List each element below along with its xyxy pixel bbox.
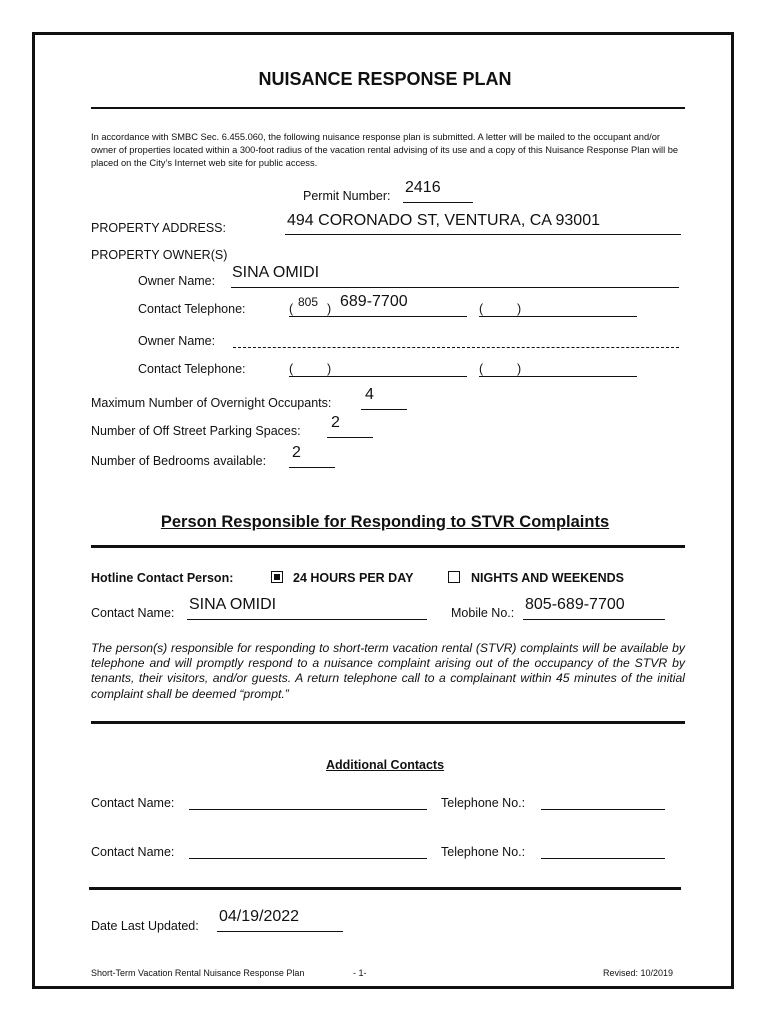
owner1-close-paren: ) [327,302,332,316]
owner1-phone-line [289,316,467,317]
bedrooms-line [289,467,335,468]
owner1-name-label: Owner Name: [138,274,216,288]
hotline-label: Hotline Contact Person: [91,571,234,585]
additional-divider [89,887,681,890]
owner1-phone-label: Contact Telephone: [138,302,246,316]
additional-contact2-name-label: Contact Name: [91,845,175,859]
hotline-24-hours-checkbox[interactable] [271,571,283,583]
parking-spaces-label: Number of Off Street Parking Spaces: [91,424,301,438]
permit-number-line [403,202,473,203]
mobile-number-line [523,619,665,620]
contact-name-label: Contact Name: [91,606,175,620]
owner2-open-paren: ( [289,362,294,376]
page-title: NUISANCE RESPONSE PLAN [258,69,512,89]
bedrooms-label: Number of Bedrooms available: [91,454,267,468]
additional-contact2-phone-label: Telephone No.: [441,845,526,859]
bedrooms-value[interactable]: 2 [292,444,301,461]
property-address-label: PROPERTY ADDRESS: [91,221,226,235]
title-divider [91,107,685,109]
contact-name-value[interactable]: SINA OMIDI [189,596,277,613]
owner1-alt-phone-line[interactable] [479,316,637,317]
mobile-number-label: Mobile No.: [451,606,515,620]
additional-contact1-name-label: Contact Name: [91,796,175,810]
owner2-close-paren: ) [327,362,332,376]
hotline-24-hours-label: 24 HOURS PER DAY [293,571,414,585]
date-updated-label: Date Last Updated: [91,919,199,933]
permit-number-value[interactable]: 2416 [405,179,441,196]
owner2-phone-line[interactable] [289,376,467,377]
owner2-alt-close-paren: ) [517,362,522,376]
owner1-name-value[interactable]: SINA OMIDI [232,264,320,281]
owner1-phone-value[interactable]: 689-7700 [340,293,408,310]
contact-name-line [187,619,427,620]
responsibility-text: The person(s) responsible for responding to short-term vacation rental (STVR) complaints will be available by telephone and will promptly respond to a nuisance complaint arising out of the occupancy of the STVR by tenants, their visitors, and/or guests. A return telephone call to a complainant within 45 minutes of the initial complaint shall be deemed “prompt.” [91,641,685,701]
hotline-nights-weekends-checkbox[interactable] [448,571,460,583]
date-updated-line [217,931,343,932]
date-updated-value[interactable]: 04/19/2022 [219,908,300,925]
additional-contacts-heading: Additional Contacts [325,758,445,772]
parking-spaces-line [327,437,373,438]
property-address-value[interactable]: 494 CORONADO ST, VENTURA, CA 93001 [287,212,600,229]
additional-contact2-name-line[interactable] [189,858,427,859]
responsibility-divider [91,721,685,724]
parking-spaces-value[interactable]: 2 [331,414,340,431]
additional-contact1-name-line[interactable] [189,809,427,810]
max-occupants-label: Maximum Number of Overnight Occupants: [91,396,332,410]
responsible-divider [91,545,685,548]
footer-revision: Revised: 10/2019 [603,968,674,978]
owner1-name-line [231,287,679,288]
hotline-nights-weekends-label: NIGHTS AND WEEKENDS [471,571,625,585]
additional-contact1-phone-label: Telephone No.: [441,796,526,810]
owner1-area-code[interactable]: 805 [298,295,319,309]
owner2-name-label: Owner Name: [138,334,216,348]
owner2-name-line[interactable] [233,347,679,348]
property-owners-heading: PROPERTY OWNER(S) [91,248,228,262]
owner2-phone-label: Contact Telephone: [138,362,246,376]
property-address-line [285,234,681,235]
additional-contact2-phone-line[interactable] [541,858,665,859]
permit-number-label: Permit Number: [303,189,391,203]
intro-text: In accordance with SMBC Sec. 6.455.060, the following nuisance response plan is submitted. A letter will be mailed to the occupant and/or owner of properties located within a 300-foot radius of the vacation rental advising of its use and a copy of this Nuisance Response Plan will be placed on the City’s Internet web site for public access. [91,132,679,168]
owner1-alt-close-paren: ) [517,302,522,316]
footer-document-name: Short-Term Vacation Rental Nuisance Response Plan [91,968,305,978]
owner1-open-paren: ( [289,302,294,316]
max-occupants-line [361,409,407,410]
owner1-alt-open-paren: ( [479,302,484,316]
owner2-alt-open-paren: ( [479,362,484,376]
additional-contact1-phone-line[interactable] [541,809,665,810]
form-page [32,32,734,989]
footer-page-number: - 1- [353,968,367,978]
responsible-person-heading: Person Responsible for Responding to STVR Complaints [160,513,610,531]
max-occupants-value[interactable]: 4 [365,386,374,403]
owner2-alt-phone-line[interactable] [479,376,637,377]
mobile-number-value[interactable]: 805-689-7700 [525,596,625,613]
